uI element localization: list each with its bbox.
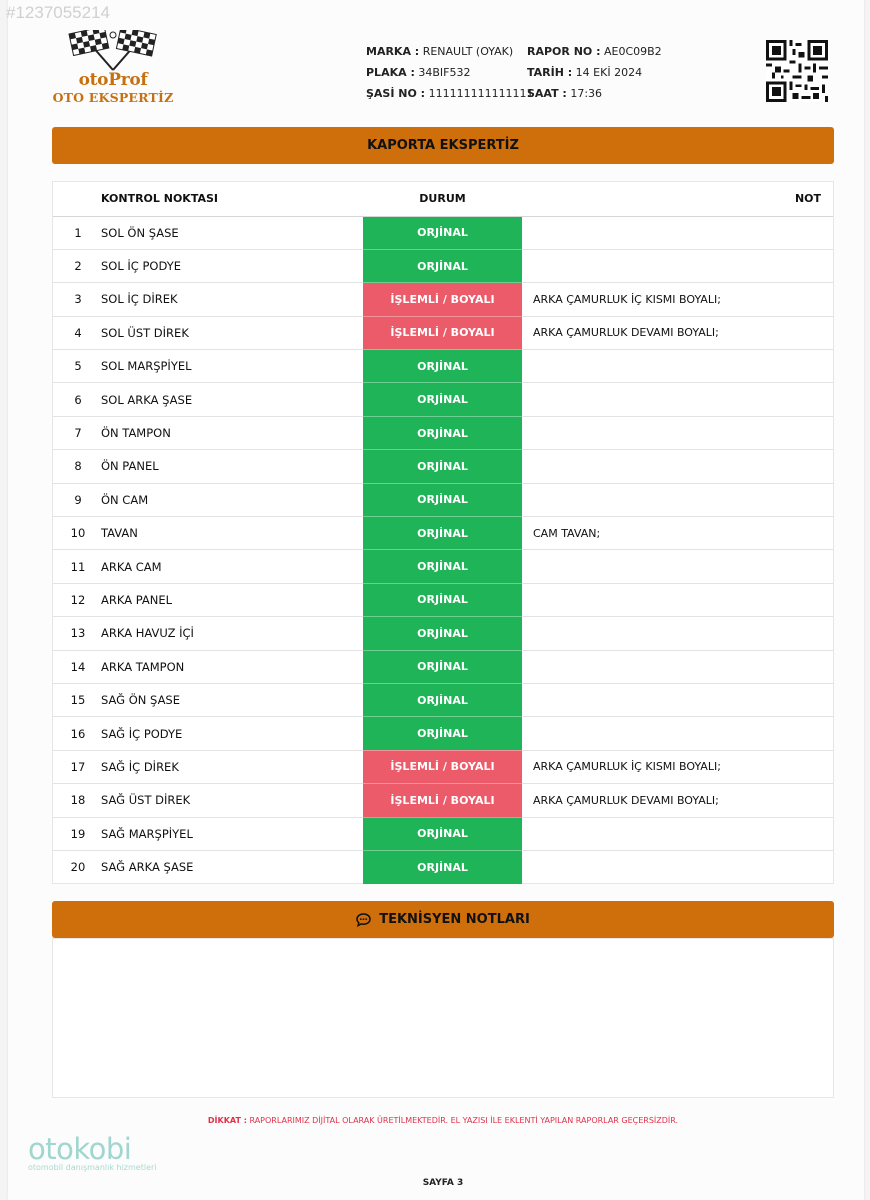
row-note [522, 617, 833, 650]
table-row [53, 383, 833, 416]
col-no [53, 182, 101, 216]
row-number: 3 [53, 283, 101, 316]
row-note: ARKA ÇAMURLUK İÇ KISMI BOYALI; [522, 283, 833, 316]
row-status: ORJİNAL [363, 717, 522, 750]
table-row [53, 283, 833, 316]
row-note: CAM TAVAN; [522, 517, 833, 550]
saat-value: 17:36 [570, 87, 603, 100]
row-check-point: SAĞ ÖN ŞASE [101, 683, 363, 716]
plaka-value: 34BIF532 [418, 66, 471, 79]
row-status: ORJİNAL [363, 483, 522, 516]
table-row [53, 750, 833, 783]
row-number: 8 [53, 450, 101, 483]
row-check-point: ARKA CAM [101, 550, 363, 583]
row-status: ORJİNAL [363, 416, 522, 449]
row-note [522, 650, 833, 683]
report-page [8, 0, 864, 1200]
table-row [53, 350, 833, 383]
row-note [522, 850, 833, 883]
row-note [522, 717, 833, 750]
col-kontrol: KONTROL NOKTASI [101, 182, 363, 216]
row-status: ORJİNAL [363, 216, 522, 249]
table-row [53, 683, 833, 716]
row-status: İŞLEMLİ / BOYALI [363, 784, 522, 817]
rapor-label: RAPOR NO : [527, 45, 601, 58]
marka-value: RENAULT (OYAK) [422, 45, 514, 58]
row-note [522, 483, 833, 516]
row-status: ORJİNAL [363, 583, 522, 616]
table-row [53, 450, 833, 483]
col-not: NOT [522, 182, 833, 216]
company-logo [52, 30, 174, 110]
row-number: 15 [53, 683, 101, 716]
row-number: 13 [53, 617, 101, 650]
vehicle-info [366, 41, 534, 104]
checkered-flags-icon [63, 30, 163, 74]
row-check-point: SOL MARŞPİYEL [101, 350, 363, 383]
table-row [53, 249, 833, 282]
technician-notes-box [52, 938, 834, 1098]
row-status: ORJİNAL [363, 650, 522, 683]
marka-label: MARKA : [366, 45, 420, 58]
row-note: ARKA ÇAMURLUK DEVAMI BOYALI; [522, 316, 833, 349]
logo-subtitle: OTO EKSPERTİZ [52, 90, 174, 105]
warning-label: DİKKAT : [207, 1116, 247, 1125]
table-row [53, 483, 833, 516]
row-note [522, 383, 833, 416]
row-number: 11 [53, 550, 101, 583]
row-number: 16 [53, 717, 101, 750]
table-header-row [53, 182, 833, 216]
table-row [53, 817, 833, 850]
row-note [522, 416, 833, 449]
warning-line [8, 1116, 870, 1125]
row-check-point: TAVAN [101, 517, 363, 550]
row-note [522, 350, 833, 383]
row-check-point: SOL ÜST DİREK [101, 316, 363, 349]
row-number: 14 [53, 650, 101, 683]
row-note [522, 817, 833, 850]
otokobi-tagline: otomobil danışmanlık hizmetleri [28, 1163, 157, 1172]
row-check-point: ARKA PANEL [101, 583, 363, 616]
row-number: 19 [53, 817, 101, 850]
row-number: 4 [53, 316, 101, 349]
row-check-point: ARKA HAVUZ İÇİ [101, 617, 363, 650]
row-number: 12 [53, 583, 101, 616]
row-check-point: SAĞ İÇ DİREK [101, 750, 363, 783]
table-row [53, 617, 833, 650]
plaka-label: PLAKA : [366, 66, 415, 79]
row-status: ORJİNAL [363, 550, 522, 583]
row-check-point: ÖN TAMPON [101, 416, 363, 449]
table-row [53, 216, 833, 249]
col-durum: DURUM [363, 182, 522, 216]
row-check-point: SOL ÖN ŞASE [101, 216, 363, 249]
section-header-notes [52, 901, 834, 938]
row-note [522, 450, 833, 483]
table-row [53, 416, 833, 449]
section-title: KAPORTA EKSPERTİZ [367, 138, 519, 153]
row-number: 6 [53, 383, 101, 416]
report-info [527, 41, 662, 104]
row-check-point: SAĞ MARŞPİYEL [101, 817, 363, 850]
row-number: 10 [53, 517, 101, 550]
row-number: 2 [53, 249, 101, 282]
section-header-kaporta [52, 127, 834, 164]
row-number: 5 [53, 350, 101, 383]
row-number: 7 [53, 416, 101, 449]
row-status: ORJİNAL [363, 617, 522, 650]
row-note [522, 550, 833, 583]
row-status: ORJİNAL [363, 517, 522, 550]
row-note [522, 249, 833, 282]
inspection-table [52, 181, 834, 884]
row-number: 1 [53, 216, 101, 249]
stock-id-watermark: #1237055214 [6, 3, 111, 22]
row-status: ORJİNAL [363, 383, 522, 416]
qr-code-icon [766, 40, 828, 102]
otokobi-watermark-logo [28, 1132, 168, 1172]
otokobi-name: otokobi [28, 1132, 132, 1166]
row-status: İŞLEMLİ / BOYALI [363, 750, 522, 783]
chat-bubble-icon [356, 913, 371, 927]
row-status: ORJİNAL [363, 350, 522, 383]
row-status: ORJİNAL [363, 249, 522, 282]
row-check-point: SAĞ ÜST DİREK [101, 784, 363, 817]
warning-text: RAPORLARIMIZ DİJİTAL OLARAK ÜRETİLMEKTEDİR. EL YAZISI İLE EKLENTİ YAPILAN RAPORLAR GEÇERSİZDİR. [249, 1116, 679, 1125]
table-row [53, 784, 833, 817]
row-status: ORJİNAL [363, 450, 522, 483]
table-row [53, 583, 833, 616]
row-status: ORJİNAL [363, 683, 522, 716]
row-note: ARKA ÇAMURLUK İÇ KISMI BOYALI; [522, 750, 833, 783]
table-row [53, 650, 833, 683]
table-row [53, 316, 833, 349]
saat-label: SAAT : [527, 87, 567, 100]
row-number: 18 [53, 784, 101, 817]
row-status: ORJİNAL [363, 817, 522, 850]
row-check-point: SAĞ İÇ PODYE [101, 717, 363, 750]
row-check-point: SOL İÇ DİREK [101, 283, 363, 316]
table-row [53, 850, 833, 883]
row-check-point: ÖN CAM [101, 483, 363, 516]
table-row [53, 717, 833, 750]
row-number: 17 [53, 750, 101, 783]
row-number: 20 [70, 860, 86, 875]
row-check-point: ÖN PANEL [101, 450, 363, 483]
row-number: 9 [53, 483, 101, 516]
row-note [522, 683, 833, 716]
table-row [53, 550, 833, 583]
row-note [522, 216, 833, 249]
row-check-point: SOL ARKA ŞASE [101, 383, 363, 416]
row-status: ORJİNAL [363, 850, 522, 883]
row-check-point: ARKA TAMPON [101, 650, 363, 683]
row-status: İŞLEMLİ / BOYALI [363, 283, 522, 316]
notes-title: TEKNİSYEN NOTLARI [379, 912, 530, 927]
sasi-value: 111111111111111 [428, 87, 534, 100]
tarih-label: TARİH : [527, 66, 573, 79]
row-note: ARKA ÇAMURLUK DEVAMI BOYALI; [522, 784, 833, 817]
row-status: İŞLEMLİ / BOYALI [363, 316, 522, 349]
rapor-value: AE0C09B2 [603, 45, 662, 58]
logo-name: otoProf [78, 70, 148, 90]
row-check-point: SOL İÇ PODYE [101, 249, 363, 282]
table-row [53, 517, 833, 550]
sasi-label: ŞASİ NO : [366, 87, 426, 100]
row-check-point: SAĞ ARKA ŞASE [101, 860, 194, 875]
page-number: SAYFA 3 [422, 1178, 464, 1188]
tarih-value: 14 EKİ 2024 [575, 66, 643, 79]
row-note [522, 583, 833, 616]
